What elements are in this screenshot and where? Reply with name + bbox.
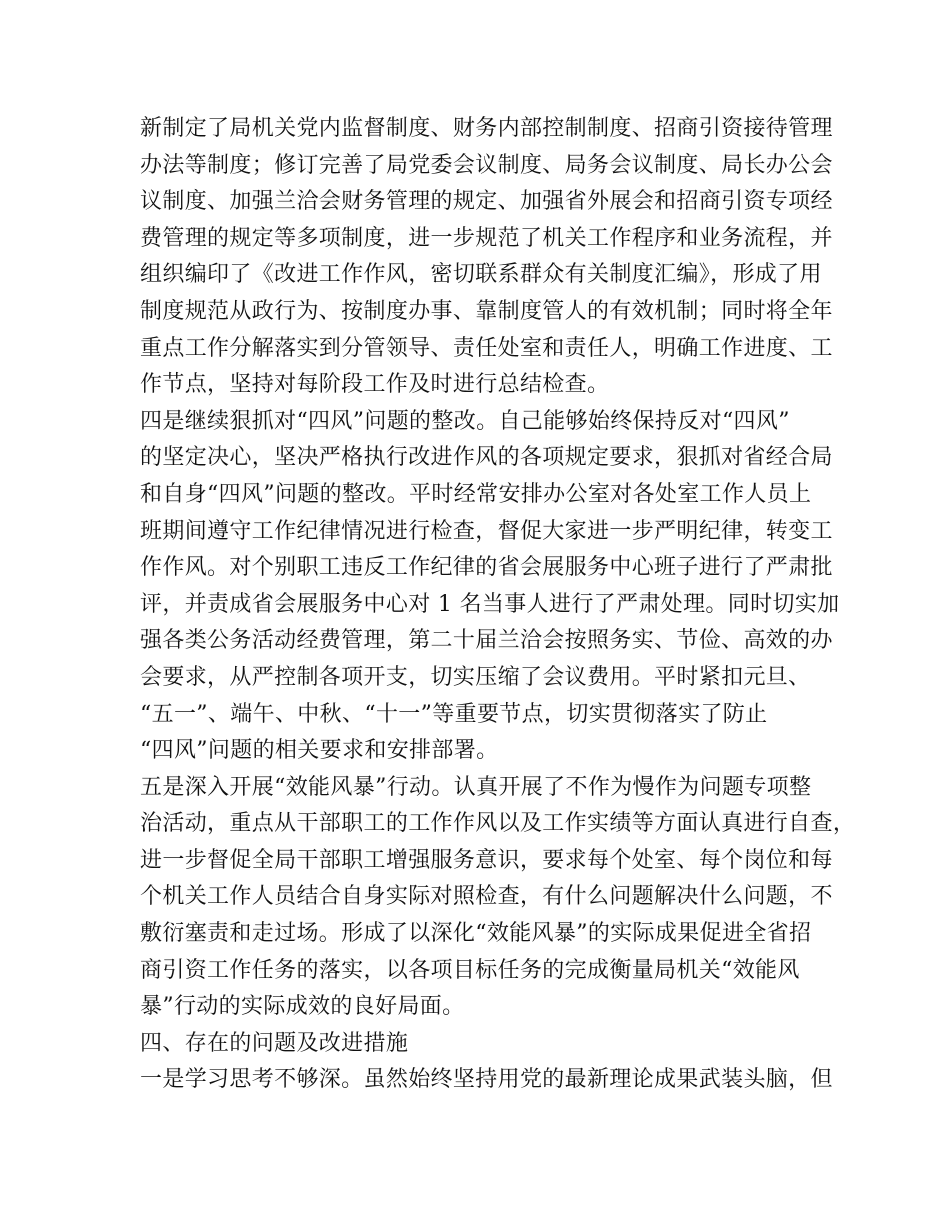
text-line: 费管理的规定等多项制度，进一步规范了机关工作程序和业务流程，并 [140, 225, 833, 251]
text-line: 制度规范从政行为、按制度办事、靠制度管人的有效机制；同时将全年 [140, 298, 833, 324]
text-line: 四是继续狠抓对“四风”问题的整改。自己能够始终保持反对“四风” [140, 408, 790, 434]
text-line: 会要求，从严控制各项开支，切实压缩了会议费用。平时紧扣元旦、 [140, 664, 811, 690]
text-line: 组织编印了《改进工作作风，密切联系群众有关制度汇编》，形成了用 [140, 262, 822, 288]
text-line: 个机关工作人员结合自身实际对照检查，有什么问题解决什么问题，不 [140, 884, 833, 910]
text-line: 作节点，坚持对每阶段工作及时进行总结检查。 [140, 372, 610, 398]
text-line: 重点工作分解落实到分管领导、责任处室和责任人，明确工作进度、工 [140, 335, 833, 361]
text-line: “五一”、端午、中秋、“十一”等重要节点，切实贯彻落实了防止 [140, 701, 768, 727]
text-line: 评，并责成省会展服务中心对 1 名当事人进行了严肃处理。同时切实加 [140, 591, 840, 617]
text-line: 商引资工作任务的落实，以各项目标任务的完成衡量局机关“效能风 [140, 957, 800, 983]
text-line: 议制度、加强兰洽会财务管理的规定、加强省外展会和招商引资专项经 [140, 189, 833, 215]
text-line: 的坚定决心，坚决严格执行改进作风的各项规定要求，狠抓对省经合局 [140, 445, 833, 471]
text-line: 办法等制度；修订完善了局党委会议制度、局务会议制度、局长办公会 [140, 152, 833, 178]
section-heading: 四、存在的问题及改进措施 [140, 1030, 409, 1056]
text-line: 暴”行动的实际成效的良好局面。 [140, 994, 465, 1020]
text-line: 进一步督促全局干部职工增强服务意识，要求每个处室、每个岗位和每 [140, 847, 833, 873]
text-line: “四风”问题的相关要求和安排部署。 [140, 738, 499, 764]
text-line: 作作风。对个别职工违反工作纪律的省会展服务中心班子进行了严肃批 [140, 555, 833, 581]
text-line: 班期间遵守工作纪律情况进行检查，督促大家进一步严明纪律，转变工 [140, 518, 833, 544]
document-body [140, 111, 856, 1099]
text-line: 强各类公务活动经费管理，第二十届兰洽会按照务实、节俭、高效的办 [140, 628, 833, 654]
text-line: 五是深入开展“效能风暴”行动。认真开展了不作为慢作为问题专项整 [140, 774, 812, 800]
text-line: 敷衍塞责和走过场。形成了以深化“效能风暴”的实际成果促进全省招 [140, 921, 812, 947]
text-line: 一是学习思考不够深。虽然始终坚持用党的最新理论成果武装头脑，但 [140, 1067, 833, 1093]
text-line: 治活动，重点从干部职工的工作作风以及工作实绩等方面认真进行自查， [140, 811, 856, 837]
text-line: 新制定了局机关党内监督制度、财务内部控制制度、招商引资接待管理 [140, 116, 833, 141]
text-line: 和自身“四风”问题的整改。平时经常安排办公室对各处室工作人员上 [140, 481, 812, 507]
